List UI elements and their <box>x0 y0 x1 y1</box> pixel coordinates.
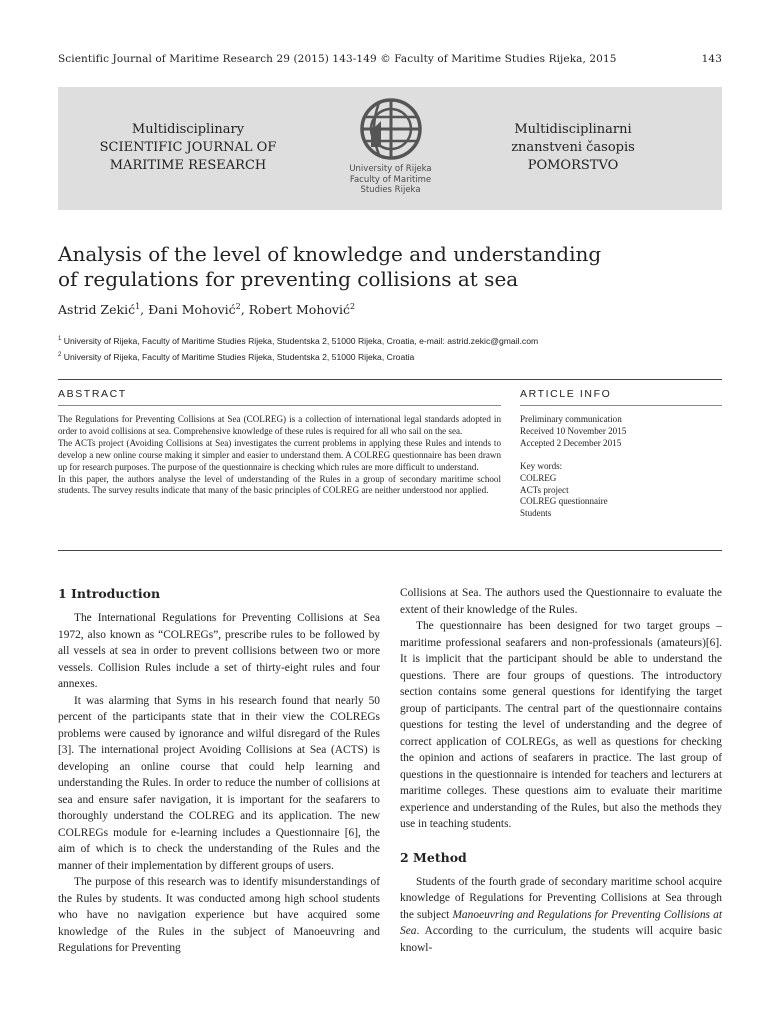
keyword: ACTs project <box>520 484 569 495</box>
body-column-left <box>58 585 380 957</box>
author-name: Đani Mohović <box>148 302 236 318</box>
section-heading: 1 Introduction <box>58 586 161 601</box>
body-column-right <box>400 585 722 956</box>
journal-name-en-line1: Multidisciplinary <box>131 122 245 137</box>
journal-name-croatian <box>488 121 658 175</box>
author-separator: , <box>140 302 149 318</box>
keyword: COLREG <box>520 472 557 483</box>
article-title <box>58 242 718 292</box>
body-paragraph: It was alarming that Syms in his research found that nearly 50 percent of the participants state that in their view the COLREGs problems were caused by ignorance and wilful disregard of the Rules [3]. The international project Avoiding Collisions at Sea (ACTS) is developing an online course that could help learning and understanding the Rules. In order to reduce the number of collisions at sea and ensure safer navigation, it is important for the seafarers to thoroughly understand the COLREG and its application. The new COLREGs module for e-learning includes a Questionnaire [6], the aim of which is to check the understanding of the Rules and the manner of their implementation by different groups of users. <box>58 694 380 872</box>
article-type: Preliminary communication <box>520 414 622 424</box>
author <box>58 302 148 317</box>
author-name: Astrid Zekić <box>58 302 136 318</box>
abstract-paragraph: In this paper, the authors analyse the level of understanding of the Rules in a group of secondary maritime school students. The survey results indicate that many of the basic principles of COLREG are neither understood nor applied. <box>58 473 501 496</box>
section-heading: 2 Method <box>400 849 467 865</box>
article-info <box>520 414 720 520</box>
divider <box>58 405 501 406</box>
author-separator: , <box>240 302 249 318</box>
author-name: Robert Mohović <box>248 302 350 318</box>
journal-name-hr-line3: POMORSTVO <box>527 158 619 173</box>
affiliation-mark: 1 <box>58 336 62 342</box>
keyword: Students <box>520 508 552 519</box>
journal-banner <box>58 87 722 210</box>
logo-caption-line3: Studies Rijeka <box>360 185 421 195</box>
abstract-text <box>58 414 501 497</box>
body-paragraph: Collisions at Sea. The authors used the Questionnaire to evaluate the extent of their knowledge of the Rules. <box>400 587 722 616</box>
author-affiliation-mark: 1 <box>135 302 141 311</box>
keywords-label: Key words: <box>520 460 563 471</box>
author <box>148 302 249 317</box>
body-text: . According to the curriculum, the students will acquire basic knowl- <box>400 925 722 954</box>
author-affiliation-mark: 2 <box>235 302 241 311</box>
page-number: 143 <box>701 53 722 65</box>
keyword: COLREG questionnaire <box>520 496 608 507</box>
running-head <box>58 53 722 65</box>
journal-name-en-line2: SCIENTIFIC JOURNAL OF <box>99 140 277 155</box>
author <box>249 302 355 317</box>
body-paragraph <box>400 874 722 957</box>
logo-caption <box>328 164 453 196</box>
affiliations <box>58 332 722 364</box>
author-list <box>58 302 355 317</box>
logo-caption-line2: Faculty of Maritime <box>349 174 432 185</box>
body-text: Students of the fourth grade of secondary maritime school acquire knowledge of Regulations for Preventing Collisions at Sea through the subject <box>400 875 722 921</box>
abstract-paragraph: The ACTs project (Avoiding Collisions at Sea) investigates the current problems in applying these Rules and intends to develop a new online course making it simpler and easier to understand them. A COLREG questionnaire has been drawn up for research purposes. The purpose of the questionnaire is checking which rules are more difficult to understand. <box>58 437 501 472</box>
affiliation <box>58 348 722 364</box>
article-title-line2: of regulations for preventing collisions at sea <box>58 267 519 291</box>
journal-name-english <box>98 121 278 175</box>
accepted-date: Accepted 2 December 2015 <box>520 437 622 448</box>
article-info-heading: ARTICLE INFO <box>520 388 612 400</box>
journal-name-hr-line1: Multidisciplinarni <box>514 122 632 137</box>
logo-caption-line1: University of Rijeka <box>349 164 432 174</box>
journal-name-en-line3: MARITIME RESEARCH <box>109 158 267 173</box>
divider <box>520 405 722 406</box>
author-affiliation-mark: 2 <box>349 302 356 311</box>
body-paragraph: The questionnaire has been designed for two target groups – maritime professional seafarers and non-professionals (amateurs)[6]. It is implicit that the participant should be able to understand the questions. There are four groups of questions. The introductory section contains some general questions for identifying the target group of participants. The central part of the questionnaire contains questions for testing the level of understanding and the degree of correct application of COLREGs, as well as questions for checking the opinion and actions of seafarers in practice. The last group of questions in the questionnaire is intended for teachers and lecturers at maritime colleges. These questions aim to evaluate their maritime experience and understanding of the Rules, but also the methods they use in teaching students. <box>400 620 722 830</box>
affiliation-mark: 2 <box>58 351 62 358</box>
affiliation-text: University of Rijeka, Faculty of Maritime Studies Rijeka, Studentska 2, 51000 Rijeka, Croatia, e-mail: astrid.zekic@gmail.com <box>63 335 539 346</box>
divider <box>58 550 722 551</box>
journal-name-hr-line2: znanstveni časopis <box>511 140 635 155</box>
divider <box>58 379 722 380</box>
abstract-paragraph: The Regulations for Preventing Collisions at Sea (COLREG) is a collection of international legal standards adopted in order to avoid collisions at sea. Comprehensive knowledge of these rules is required for all who sail on the sea. <box>58 414 501 436</box>
affiliation-text: University of Rijeka, Faculty of Maritime Studies Rijeka, Studentska 2, 51000 Rijeka, Croatia <box>63 351 415 362</box>
university-logo <box>328 97 453 196</box>
abstract-heading: ABSTRACT <box>58 388 127 400</box>
body-paragraph: The International Regulations for Preventing Collisions at Sea 1972, also known as “COLREGs”, prescribe rules to be followed by all vessels at sea in order to prevent collisions between two or more vessels. Collision Rules include a set of thirty-eight rules and four annexes. <box>58 612 380 690</box>
subject-name: Manoeuvring and Regulations for Preventing Collisions at Sea <box>400 908 722 937</box>
article-title-line1: Analysis of the level of knowledge and understanding <box>58 242 602 266</box>
received-date: Received 10 November 2015 <box>520 425 627 436</box>
affiliation <box>58 332 722 348</box>
journal-citation: Scientific Journal of Maritime Research 29 (2015) 143-149 © Faculty of Maritime Studies Rijeka, 2015 <box>58 53 617 65</box>
body-paragraph: The purpose of this research was to identify misunderstandings of the Rules by students. It was conducted among high school students who have no navigation experience but have acquired some knowledge of the Rules in the subject of Manoeuvring and Regulations for Preventing <box>58 876 380 954</box>
globe-logo-icon <box>359 97 423 161</box>
